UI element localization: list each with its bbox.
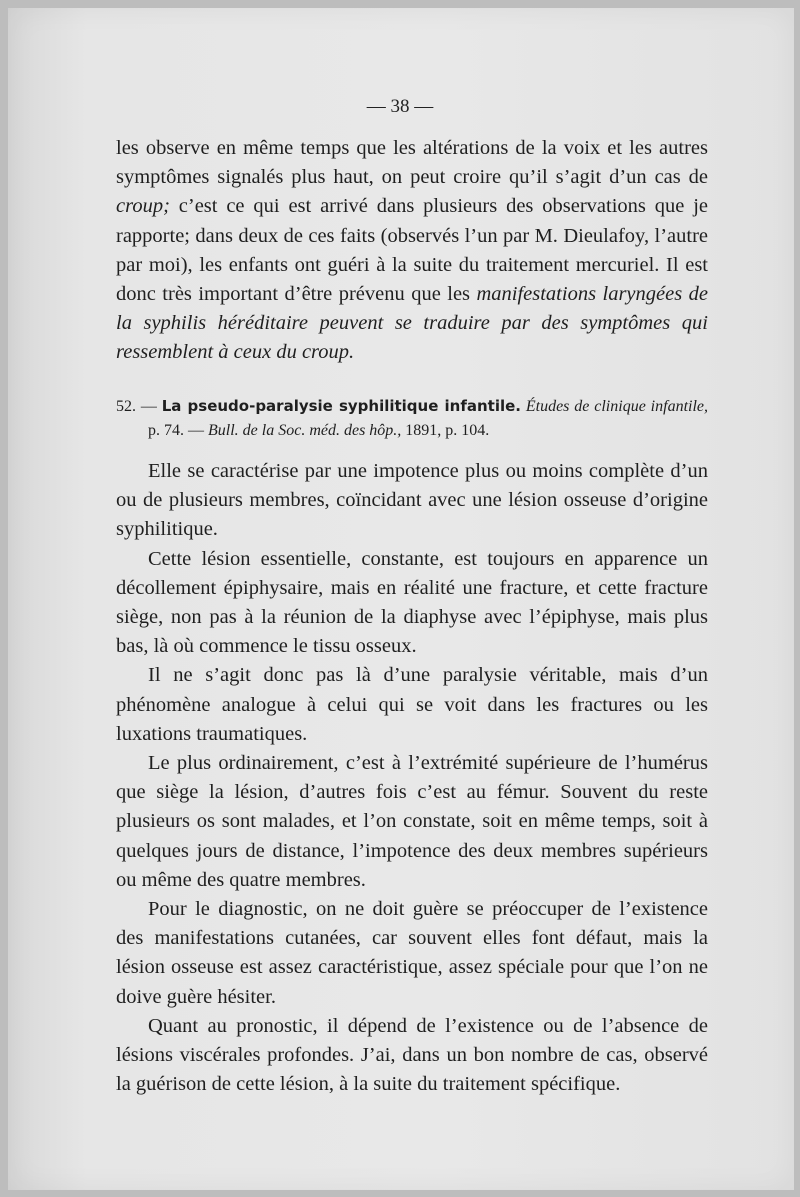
page-number: — 38 — xyxy=(366,96,434,117)
main-body xyxy=(116,457,708,1099)
intro-italic-croup: croup; xyxy=(116,195,170,218)
note-ref-3: Bull. de la Soc. méd. des hôp., xyxy=(208,422,402,439)
note-ref-1: Études de clinique infantile, xyxy=(525,398,708,415)
body-paragraph-3: Il ne s’agit donc pas là d’une paralysie véritable, mais d’un phénomène analogue à celui qui se voit dans les fractures ou les luxations traumatiques. xyxy=(116,664,708,745)
intro-italic-conclusion: manifestations laryngées de la syphilis héréditaire peuvent se traduire par des symptômes qui ressemblent à ceux du croup. xyxy=(116,283,708,364)
body-paragraph-4: Le plus ordinairement, c’est à l’extrémité supérieure de l’humérus que siège la lésion, d’autres fois c’est au fémur. Souvent du reste plusieurs os sont malades, et l’on constate, soit en même temps, soit à quelques jours de distance, l’impotence des deux membres supérieurs ou même des quatre membres. xyxy=(116,752,708,891)
note-ref-2: p. 74. — xyxy=(148,422,204,439)
note-title: La pseudo-paralysie syphilitique infantile. xyxy=(161,397,521,415)
body-paragraph-6: Quant au pronostic, il dépend de l’existence ou de l’absence de lésions viscérales profondes. J’ai, dans un bon nombre de cas, observé la guérison de cette lésion, à la suite du traitement spécifique. xyxy=(116,1014,708,1096)
reference-note xyxy=(116,394,708,443)
body-paragraph-2: Cette lésion essentielle, constante, est toujours en apparence un décollement épiphysaire, mais en réalité une fracture, et cette fracture siège, non pas à la réunion de la diaphyse avec l’épiphyse, mais plus bas, là où commence le tissu osseux. xyxy=(116,547,708,658)
body-paragraph-5: Pour le diagnostic, on ne doit guère se préoccuper de l’existence des manifestations cutanées, car souvent elles font défaut, mais la lésion osseuse est assez caractéristique, assez spéciale pour que l’on ne doive guère hésiter. xyxy=(116,898,708,1008)
intro-paragraph xyxy=(116,134,708,368)
reference-entry xyxy=(116,394,708,443)
intro-text-a: les observe en même temps que les altérations de la voix et les autres symptômes signalés plus haut, on peut croire qu’il s’agit d’un cas de xyxy=(116,137,708,189)
intro-text-c: c’est ce qui est arrivé dans plusieurs des observations que je rapporte; dans deux de ces faits (observés l’un par M. Dieulafoy, l’autre par moi), les enfants ont guéri à la suite du traitement mercuriel. Il est donc très important d’être prévenu que les xyxy=(116,195,708,306)
note-number: 52. — xyxy=(116,398,157,415)
body-paragraph-1: Elle se caractérise par une impotence plus ou moins complète d’un ou de plusieurs membres, coïncidant avec une lésion osseuse d’origine syphilitique. xyxy=(116,460,708,541)
note-ref-4: 1891, p. 104. xyxy=(401,422,490,439)
intro-text xyxy=(116,134,708,368)
